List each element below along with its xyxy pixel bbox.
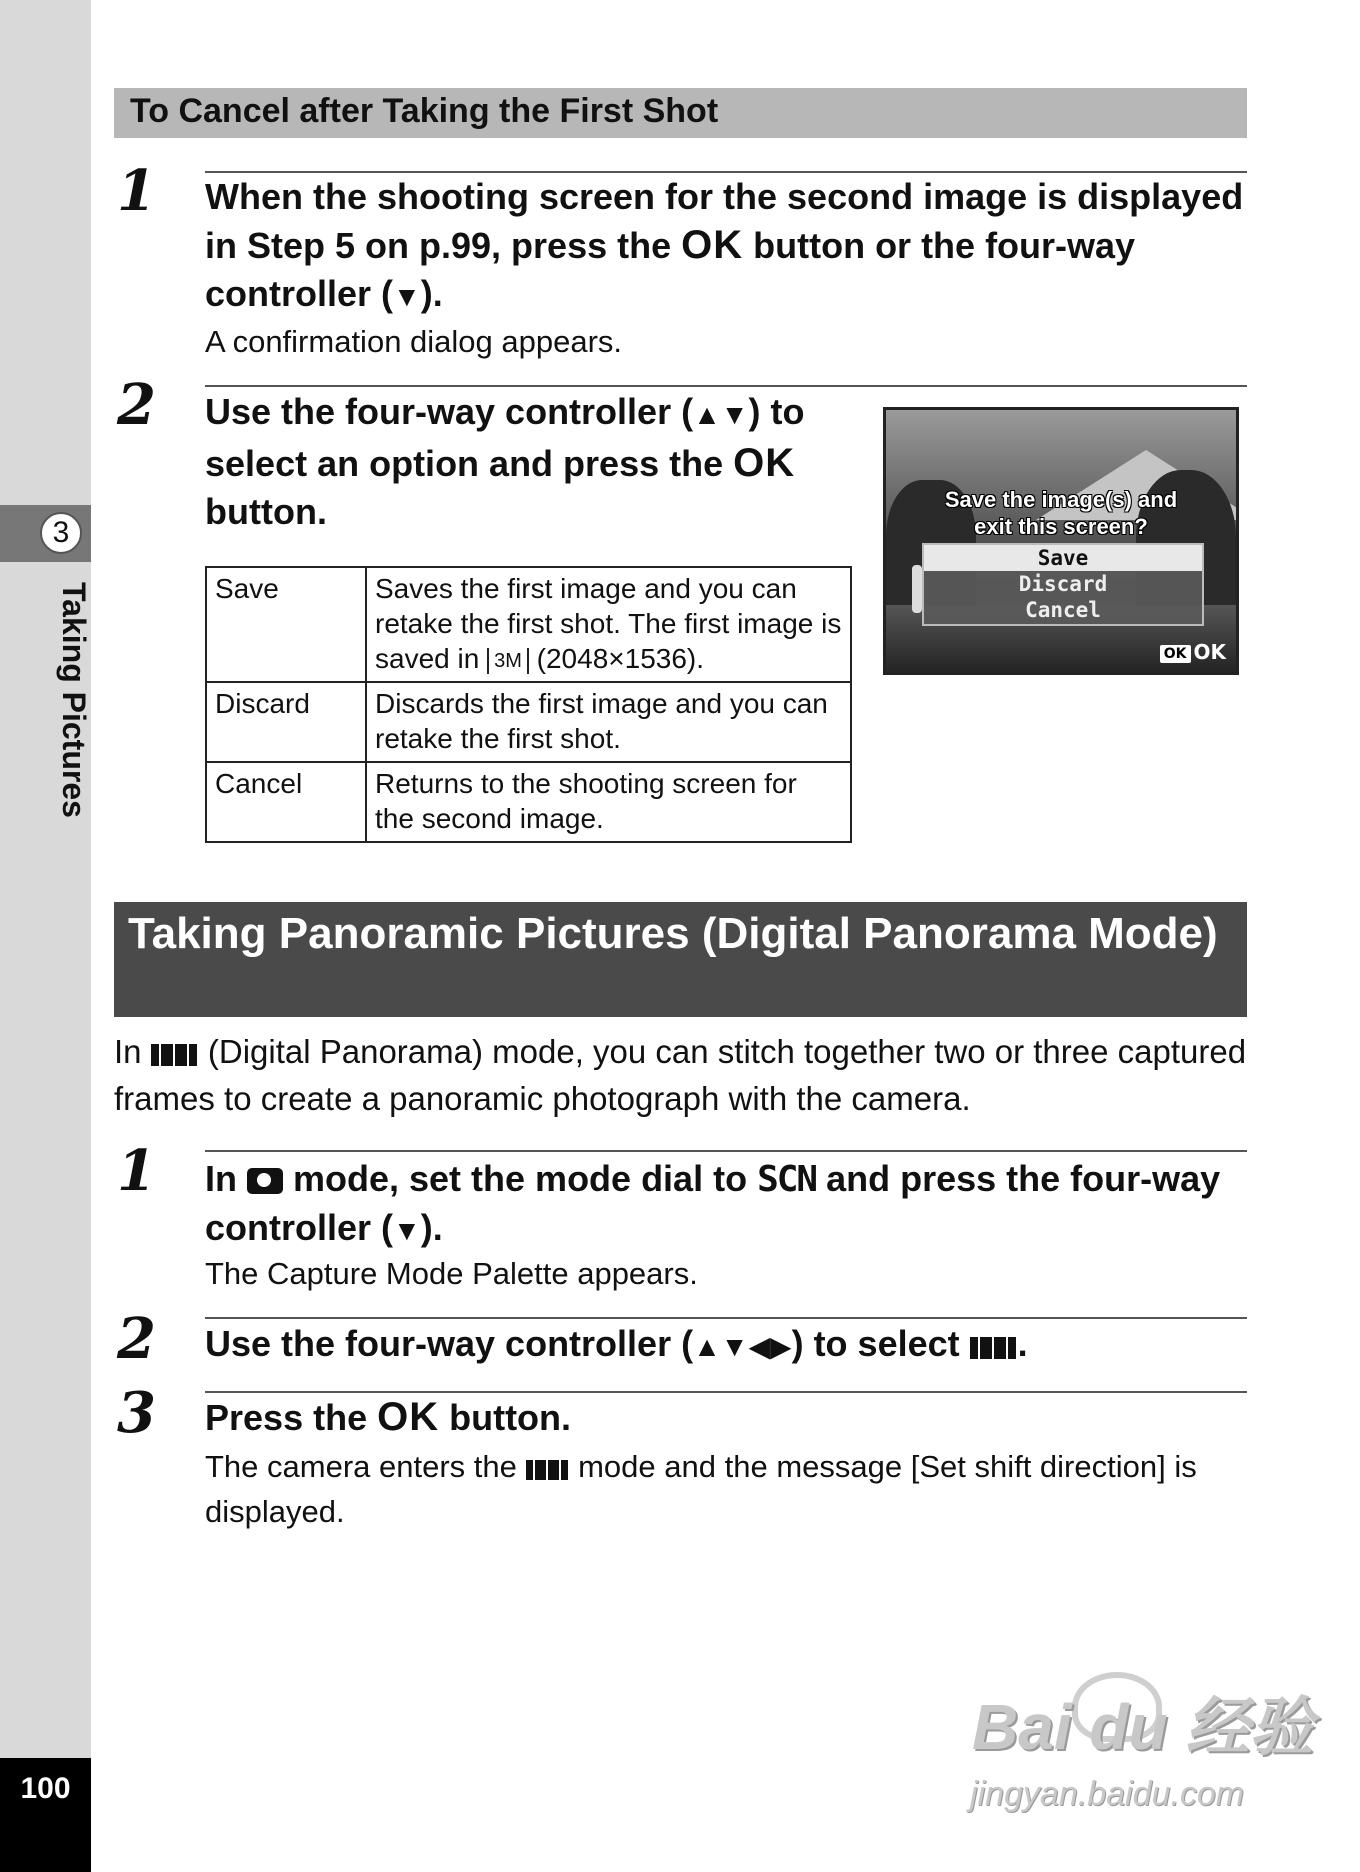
step-description: The camera enters the mode and the message [Set shift direction] is displayed. [205, 1449, 1197, 1529]
panorama-intro: In (Digital Panorama) mode, you can stitch together two or three captured frames to create a panoramic photograph with the camera. [114, 1033, 1247, 1117]
camera-icon [247, 1168, 283, 1194]
up-down-arrows-icon: ▲▼ [693, 399, 749, 430]
down-arrow-icon: ▼ [393, 1215, 421, 1246]
option-description: Returns to the shooting screen for the second image. [366, 762, 851, 842]
step-number: 2 [117, 1306, 156, 1372]
panorama-section-header: Taking Panoramic Pictures (Digital Panorama Mode) [114, 902, 1247, 1017]
camera-screen [883, 407, 1239, 675]
chapter-title: Taking Pictures [56, 582, 92, 818]
scn-mode-icon: SCN [757, 1159, 817, 1200]
ok-button-icon: OK [681, 223, 744, 267]
step-title: Press the OK button. [205, 1395, 572, 1439]
step-description: A confirmation dialog appears. [205, 324, 623, 359]
step-number: 1 [117, 1138, 156, 1204]
digital-panorama-icon [970, 1323, 1018, 1371]
ok-hint: OK OK [1160, 640, 1226, 664]
digital-panorama-icon [151, 1033, 199, 1077]
step-number: 2 [117, 372, 156, 438]
step-divider [205, 1317, 1247, 1319]
chapter-number: 3 [40, 512, 82, 554]
watermark-brand: Bai du 经验 [972, 1691, 1314, 1763]
menu-item-cancel: Cancel [1025, 598, 1101, 622]
digital-panorama-icon [526, 1449, 570, 1491]
table-row [206, 682, 851, 762]
resolution-3m-icon: 3M [487, 648, 529, 674]
step-divider [205, 385, 1247, 387]
options-table [205, 566, 852, 843]
table-row [206, 567, 851, 682]
step-title: When the shooting screen for the second image is displayed in Step 5 on p.99, press the OK button or the four-way controller (▼). [205, 176, 1244, 314]
chapter-sidebar [0, 0, 91, 1872]
cancel-section-header: To Cancel after Taking the First Shot [114, 88, 1247, 138]
ok-button-icon: OK [733, 441, 796, 485]
step-number: 3 [117, 1380, 156, 1446]
step-title: Use the four-way controller (▲▼◀▶) to select . [205, 1320, 1250, 1371]
dialog-menu [922, 543, 1204, 626]
step-title: Use the four-way controller (▲▼) to select an option and press the OK button. [205, 391, 805, 532]
page-number: 100 [20, 1772, 71, 1805]
step-description: The Capture Mode Palette appears. [205, 1256, 698, 1291]
watermark-url: jingyan.baidu.com [970, 1775, 1245, 1813]
ok-button-icon: OK [377, 1395, 440, 1439]
option-name: Discard [206, 682, 366, 762]
menu-item-discard: Discard [1018, 572, 1108, 596]
step-divider [205, 1150, 1247, 1152]
option-name: Cancel [206, 762, 366, 842]
four-way-arrows-icon: ▲▼◀▶ [693, 1331, 792, 1362]
table-row [206, 762, 851, 842]
option-name: Save [206, 567, 366, 682]
step-number: 1 [117, 158, 156, 224]
ok-badge-icon: OK [1160, 645, 1191, 663]
option-description: Saves the first image and you can retake the first shot. The first image is saved in 3M (2048×1536). [366, 567, 851, 682]
menu-item-save: Save [924, 545, 1202, 571]
step-title: In mode, set the mode dial to SCN and press the four-way controller (▼). [205, 1158, 1221, 1248]
scene-figure [912, 565, 922, 613]
option-description: Discards the first image and you can retake the first shot. [366, 682, 851, 762]
down-arrow-icon: ▼ [393, 281, 421, 312]
dialog-question: Save the image(s) and exit this screen? [944, 487, 1178, 539]
